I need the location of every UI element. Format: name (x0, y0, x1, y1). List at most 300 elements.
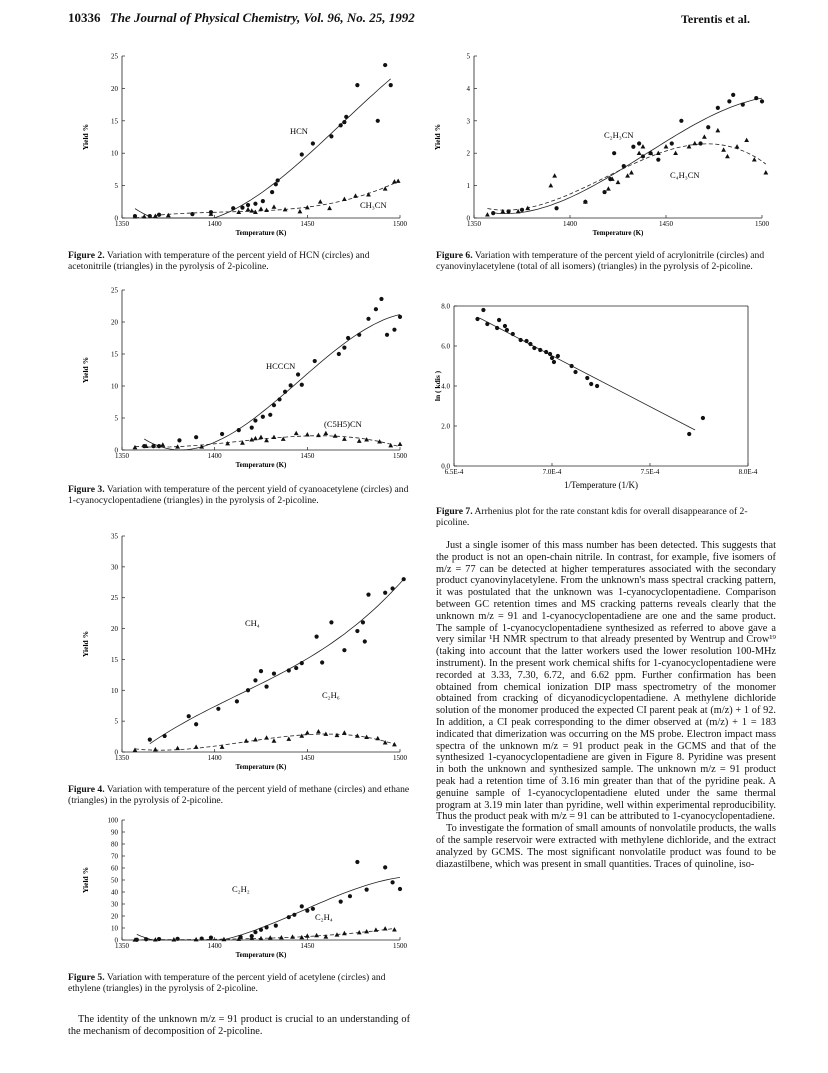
circle-point (329, 134, 333, 138)
y-tick-label: 10 (111, 382, 118, 391)
circle-point (231, 206, 235, 210)
circle-point (287, 668, 291, 672)
x-axis-label: Temperature (K) (235, 951, 287, 959)
left-column-paragraph: The identity of the unknown m/z = 91 product is crucial to an understanding of the mechanism of decomposition of 2-picoline. (68, 1014, 410, 1037)
x-tick-label: 1500 (393, 754, 407, 762)
circle-point (144, 937, 148, 941)
journal-title: The Journal of Physical Chemistry, Vol. 96, No. 25, 1992 (109, 10, 415, 25)
figure-2-caption (68, 250, 410, 272)
triangle-point (500, 209, 505, 213)
circle-point (402, 577, 406, 581)
circle-point (157, 213, 161, 217)
y-tick-label: 0 (466, 214, 470, 223)
circle-point (296, 372, 300, 376)
x-tick-label: 1400 (207, 754, 222, 762)
y-tick-label: 35 (111, 532, 118, 541)
triangle-point (398, 442, 403, 446)
triangle-point (264, 208, 269, 212)
author-header: Terentis et al. (681, 12, 750, 26)
circle-point (268, 413, 272, 417)
circle-point (240, 206, 244, 210)
series-label: CH₃CN (360, 200, 387, 210)
triangle-point (664, 144, 669, 148)
circle-point (554, 206, 558, 210)
circle-point (497, 318, 501, 322)
x-tick-label: 7.0E-4 (542, 468, 562, 476)
triangle-point (249, 208, 254, 212)
y-tick-label: 5 (114, 717, 118, 726)
circle-point (363, 639, 367, 643)
triangle-point (606, 186, 611, 190)
y-tick-label: 10 (111, 924, 118, 933)
triangle-point (673, 151, 678, 155)
circle-point (355, 860, 359, 864)
circle-point (274, 182, 278, 186)
triangle-point (364, 437, 369, 441)
y-tick-label: 8.0 (441, 302, 450, 311)
x-axis-label: Temperature (K) (235, 229, 287, 237)
figure-6-caption-label: Figure 6. (436, 250, 473, 261)
circle-point (313, 359, 317, 363)
circle-point (390, 880, 394, 884)
circle-point (339, 900, 343, 904)
triangle-point (715, 128, 720, 132)
circle-point (305, 909, 309, 913)
triangle-point (305, 730, 310, 734)
triangle-point (299, 733, 304, 737)
y-tick-label: 0.0 (441, 462, 450, 471)
y-tick-label: 20 (111, 912, 118, 921)
circle-point (300, 661, 304, 665)
circle-point (532, 346, 536, 350)
circle-point (300, 383, 304, 387)
y-tick-label: 0 (114, 446, 118, 455)
figure-2-caption-text: Variation with temperature of the percent yield of HCN (circles) and acetonitrile (triangles) in the pyrolysis of 2-picoline. (68, 250, 370, 272)
circle-point (177, 438, 181, 442)
y-tick-label: 0 (114, 748, 118, 757)
fit-curve (144, 315, 400, 450)
triangle-point (357, 438, 362, 442)
circle-point (379, 297, 383, 301)
triangle-point (305, 933, 310, 937)
circle-point (235, 699, 239, 703)
triangle-point (353, 193, 358, 197)
y-tick-label: 20 (111, 318, 118, 327)
circle-point (276, 178, 280, 182)
x-tick-label: 1450 (300, 220, 315, 228)
circle-point (194, 435, 198, 439)
y-axis-label: Yield % (81, 866, 90, 894)
circle-point (287, 915, 291, 919)
circle-point (151, 444, 155, 448)
triangle-point (194, 744, 199, 748)
y-tick-label: 25 (111, 52, 118, 61)
fit-curve (137, 877, 400, 940)
circle-point (259, 928, 263, 932)
circle-point (237, 428, 241, 432)
circle-point (656, 158, 660, 162)
x-tick-label: 1450 (300, 942, 315, 950)
fit-curve (135, 181, 398, 218)
circle-point (701, 416, 705, 420)
y-tick-label: 4 (466, 84, 470, 93)
y-tick-label: 50 (111, 876, 118, 885)
circle-point (270, 190, 274, 194)
triangle-point (342, 931, 347, 935)
circle-point (760, 99, 764, 103)
series-label: C₂H₃CN (604, 130, 634, 140)
x-axis-label: Temperature (K) (235, 763, 287, 771)
triangle-point (133, 748, 138, 752)
triangle-point (316, 433, 321, 437)
y-axis-label: Yield % (433, 123, 442, 151)
triangle-point (327, 206, 332, 210)
triangle-point (249, 437, 254, 441)
triangle-point (735, 144, 740, 148)
circle-point (754, 96, 758, 100)
circle-point (337, 352, 341, 356)
circle-point (528, 342, 532, 346)
circle-point (194, 722, 198, 726)
x-tick-label: 1350 (115, 220, 129, 228)
triangle-point (286, 736, 291, 740)
triangle-point (259, 206, 264, 210)
series-label: HCCCN (266, 361, 296, 371)
triangle-point (342, 730, 347, 734)
circle-point (200, 936, 204, 940)
y-tick-label: 80 (111, 840, 118, 849)
body-paragraph-1: Just a single isomer of this mass number has been detected. This suggests that the product is not an open-chain nitrile. In contrast, for example, five isomers of m/z = 77 can be detected at higher temperatures associated with the secondary product cyanovinylacetylene. From the unknown's mass spectral cracking pattern, it was postulated that the unknown was 1-cyanocyclopentadiene. Comparison between GC retention times and MS cracking patterns reveals clearly that the unknown m/z = 91 and 1-cyanocyclopentadiene are one and the same product. The sample of 1-cyanocyclopentadiene synthesized as referred to above gave a very similar ¹H NMR spectrum to that already presented by Wentrup and Crow¹⁹ (taking into account that the latter workers used the lower resolution 100-MHz instrument). In the present work chemical shifts for 1-cyanocyclopentadiene were recorded at 3.33, 7.30, 6.72, and 6.62 ppm. Further confirmation has been obtained from chemical ionization DIP mass spectrometry of the monomer obtained from cracking of dicyanodicyclopentadiene. A methylene dichloride solution of the monomer produced the expected CI parent peak at (m/z) + 1 of 92. In addition, a CI peak corresponding to the dimer observed at (m/z) + 1 = 183 indicated that dimerization was occurring on the MS probe. Electron impact mass spectra of the unknown m/z = 91 product peak in the GCMS and that of the synthesized 1-cyanocyclopentadiene are given in Figure 8. Pyridine was present in both the unknown and synthesized sample. The unknown m/z = 91 product peak had a retention time of 3.16 min greater than that of the pyridine peak. A genuine sample of 1-cyanocyclopentadiene eluted under the same thermal program at 3.19 min later than pyridine, well within experimental reproducibility. Thus the product peak with m/z = 91 can be attributed to 1-cyanocyclopentadiene. (436, 540, 776, 823)
circle-point (741, 103, 745, 107)
circle-point (283, 390, 287, 394)
circle-point (505, 328, 509, 332)
circle-point (289, 383, 293, 387)
series-label: (C5H5)CN (324, 419, 362, 429)
y-tick-label: 10 (111, 686, 118, 695)
circle-point (176, 937, 180, 941)
y-tick-label: 2.0 (441, 422, 450, 431)
fit-curve (493, 98, 762, 214)
circle-point (383, 63, 387, 67)
circle-point (315, 634, 319, 638)
circle-point (556, 354, 560, 358)
circle-point (595, 384, 599, 388)
triangle-point (272, 435, 277, 439)
circle-point (311, 907, 315, 911)
figure-6-caption-text: Variation with temperature of the percent yield of acrylonitrile (circles) and cyanovinylacetylene (total of all isomers) (triangles) in the pyrolysis of 2-picoline. (436, 250, 765, 272)
x-axis-label: Temperature (K) (235, 461, 287, 469)
circle-point (366, 593, 370, 597)
circle-point (253, 202, 257, 206)
y-tick-label: 100 (107, 816, 118, 825)
circle-point (383, 591, 387, 595)
circle-point (385, 333, 389, 337)
triangle-point (294, 431, 299, 435)
circle-point (320, 660, 324, 664)
figure-3-caption (68, 484, 410, 506)
triangle-point (396, 178, 401, 182)
triangle-point (637, 151, 642, 155)
circle-point (679, 119, 683, 123)
y-tick-label: 30 (111, 563, 118, 572)
circle-point (548, 352, 552, 356)
y-axis-label: Yield % (81, 356, 90, 384)
triangle-point (253, 210, 258, 214)
triangle-point (246, 207, 251, 211)
circle-point (365, 888, 369, 892)
circle-point (503, 324, 507, 328)
x-tick-label: 1350 (115, 754, 129, 762)
circle-point (383, 865, 387, 869)
y-tick-label: 20 (111, 84, 118, 93)
triangle-point (305, 432, 310, 436)
figure-3-chart (60, 284, 420, 480)
figure-4-chart (60, 528, 420, 782)
x-tick-label: 1450 (300, 452, 315, 460)
triangle-point (548, 183, 553, 187)
x-tick-label: 1500 (393, 220, 407, 228)
circle-point (687, 432, 691, 436)
figure-7-chart (430, 296, 790, 496)
triangle-point (629, 170, 634, 174)
circle-point (570, 364, 574, 368)
circle-point (272, 672, 276, 676)
triangle-point (641, 144, 646, 148)
circle-point (292, 913, 296, 917)
triangle-point (625, 173, 630, 177)
triangle-point (721, 147, 726, 151)
figure-7-caption-text: Arrhenius plot for the rate constant kdis for overall disappearance of 2-picoline. (436, 506, 748, 528)
triangle-point (485, 212, 490, 216)
circle-point (339, 123, 343, 127)
triangle-point (392, 927, 397, 931)
circle-point (259, 669, 263, 673)
y-tick-label: 0 (114, 214, 118, 223)
triangle-point (253, 737, 258, 741)
circle-point (274, 924, 278, 928)
circle-point (524, 339, 528, 343)
circle-point (491, 211, 495, 215)
circle-point (366, 317, 370, 321)
circle-point (264, 925, 268, 929)
x-tick-label: 1400 (207, 942, 222, 950)
circle-point (519, 338, 523, 342)
y-tick-label: 25 (111, 594, 118, 603)
circle-point (253, 418, 257, 422)
right-column-body (436, 540, 776, 870)
series-label: C₂H₄ (315, 912, 333, 922)
circle-point (148, 738, 152, 742)
fit-curve (150, 579, 404, 744)
page-number: 10336 (68, 10, 101, 25)
triangle-point (318, 199, 323, 203)
y-tick-label: 15 (111, 117, 118, 126)
y-axis-label: Yield % (81, 630, 90, 658)
triangle-point (364, 929, 369, 933)
triangle-point (374, 927, 379, 931)
circle-point (361, 620, 365, 624)
circle-point (475, 317, 479, 321)
triangle-point (253, 436, 258, 440)
circle-point (342, 346, 346, 350)
triangle-point (133, 445, 138, 449)
y-tick-label: 60 (111, 864, 118, 873)
x-tick-label: 1500 (755, 220, 769, 228)
circle-point (311, 141, 315, 145)
circle-point (220, 432, 224, 436)
circle-point (216, 707, 220, 711)
series-label: HCN (290, 126, 308, 136)
circle-point (342, 648, 346, 652)
y-tick-label: 6.0 (441, 342, 450, 351)
circle-point (390, 586, 394, 590)
y-tick-label: 20 (111, 625, 118, 634)
triangle-point (175, 746, 180, 750)
triangle-point (272, 738, 277, 742)
circle-point (300, 152, 304, 156)
y-tick-label: 5 (466, 52, 470, 61)
circle-point (253, 678, 257, 682)
y-tick-label: 40 (111, 888, 118, 897)
figure-5-caption-label: Figure 5. (68, 972, 105, 983)
figure-5-chart (60, 816, 420, 966)
y-tick-label: 3 (466, 117, 470, 126)
x-tick-label: 1500 (393, 942, 407, 950)
figure-5-caption-text: Variation with temperature of the percent yield of acetylene (circles) and ethylene (triangles) in the pyrolysis of 2-picoline. (68, 972, 386, 994)
figure-7-caption (436, 506, 778, 528)
figure-3-caption-label: Figure 3. (68, 484, 105, 495)
triangle-point (268, 935, 273, 939)
circle-point (264, 684, 268, 688)
circle-point (544, 350, 548, 354)
circle-point (294, 666, 298, 670)
y-tick-label: 90 (111, 828, 118, 837)
circle-point (346, 336, 350, 340)
y-tick-label: 5 (114, 414, 118, 423)
y-tick-label: 25 (111, 286, 118, 295)
circle-point (550, 356, 554, 360)
circle-point (727, 99, 731, 103)
figure-4-caption-text: Variation with temperature of the percent yield of methane (circles) and ethane (triangles) in the pyrolysis of 2-picoline. (68, 784, 410, 806)
circle-point (253, 930, 257, 934)
y-tick-label: 70 (111, 852, 118, 861)
y-tick-label: 1 (466, 182, 470, 191)
x-axis-label: Temperature (K) (592, 229, 644, 237)
y-tick-label: 5 (114, 182, 118, 191)
triangle-point (375, 736, 380, 740)
circle-point (631, 145, 635, 149)
figure-6-caption (436, 250, 778, 272)
circle-point (706, 125, 710, 129)
triangle-point (692, 141, 697, 145)
triangle-point (725, 154, 730, 158)
figure-4-caption-label: Figure 4. (68, 784, 105, 795)
triangle-point (314, 933, 319, 937)
circle-point (495, 326, 499, 330)
circle-point (348, 894, 352, 898)
circle-point (485, 322, 489, 326)
circle-point (344, 115, 348, 119)
fit-curve (135, 734, 394, 750)
circle-point (589, 382, 593, 386)
triangle-point (357, 930, 362, 934)
running-header (68, 10, 415, 26)
circle-point (511, 332, 515, 336)
circle-point (481, 308, 485, 312)
circle-point (398, 887, 402, 891)
triangle-point (392, 742, 397, 746)
circle-point (731, 93, 735, 97)
figure-5-caption (68, 972, 410, 994)
circle-point (261, 415, 265, 419)
triangle-point (166, 213, 171, 217)
triangle-point (298, 209, 303, 213)
figure-2-caption-label: Figure 2. (68, 250, 105, 261)
y-tick-label: 0 (114, 936, 118, 945)
circle-point (716, 106, 720, 110)
circle-point (552, 360, 556, 364)
triangle-point (323, 431, 328, 435)
circle-point (261, 199, 265, 203)
circle-point (392, 328, 396, 332)
series-label: C₂H₆ (322, 690, 340, 700)
triangle-point (272, 204, 277, 208)
triangle-point (323, 934, 328, 938)
circle-point (398, 315, 402, 319)
x-tick-label: 7.5E-4 (640, 468, 660, 476)
x-axis-label: 1/Temperature (1/K) (563, 480, 639, 490)
triangle-point (383, 926, 388, 930)
circle-point (250, 426, 254, 430)
x-tick-label: 1400 (563, 220, 577, 228)
triangle-point (316, 729, 321, 733)
triangle-point (763, 170, 768, 174)
triangle-point (259, 435, 264, 439)
circle-point (357, 333, 361, 337)
y-tick-label: 10 (111, 149, 118, 158)
y-tick-label: 2 (466, 149, 470, 158)
triangle-point (342, 197, 347, 201)
x-tick-label: 1500 (393, 452, 407, 460)
y-tick-label: 30 (111, 900, 118, 909)
x-tick-label: 1400 (207, 220, 222, 228)
triangle-point (552, 173, 557, 177)
circle-point (157, 937, 161, 941)
x-tick-label: 1400 (207, 452, 222, 460)
y-axis-label: Yield % (81, 123, 90, 151)
triangle-point (160, 442, 165, 446)
circle-point (612, 151, 616, 155)
circle-point (246, 688, 250, 692)
x-tick-label: 1450 (300, 754, 315, 762)
circle-point (376, 119, 380, 123)
figure-4-caption (68, 784, 410, 806)
x-tick-label: 1450 (659, 220, 673, 228)
triangle-point (264, 735, 269, 739)
circle-point (374, 307, 378, 311)
y-tick-label: 15 (111, 350, 118, 359)
circle-point (300, 904, 304, 908)
circle-point (272, 403, 276, 407)
circle-point (538, 348, 542, 352)
triangle-point (153, 747, 158, 751)
x-tick-label: 1350 (115, 942, 129, 950)
circle-point (573, 370, 577, 374)
triangle-point (244, 738, 249, 742)
triangle-point (744, 138, 749, 142)
circle-point (355, 83, 359, 87)
circle-point (637, 141, 641, 145)
